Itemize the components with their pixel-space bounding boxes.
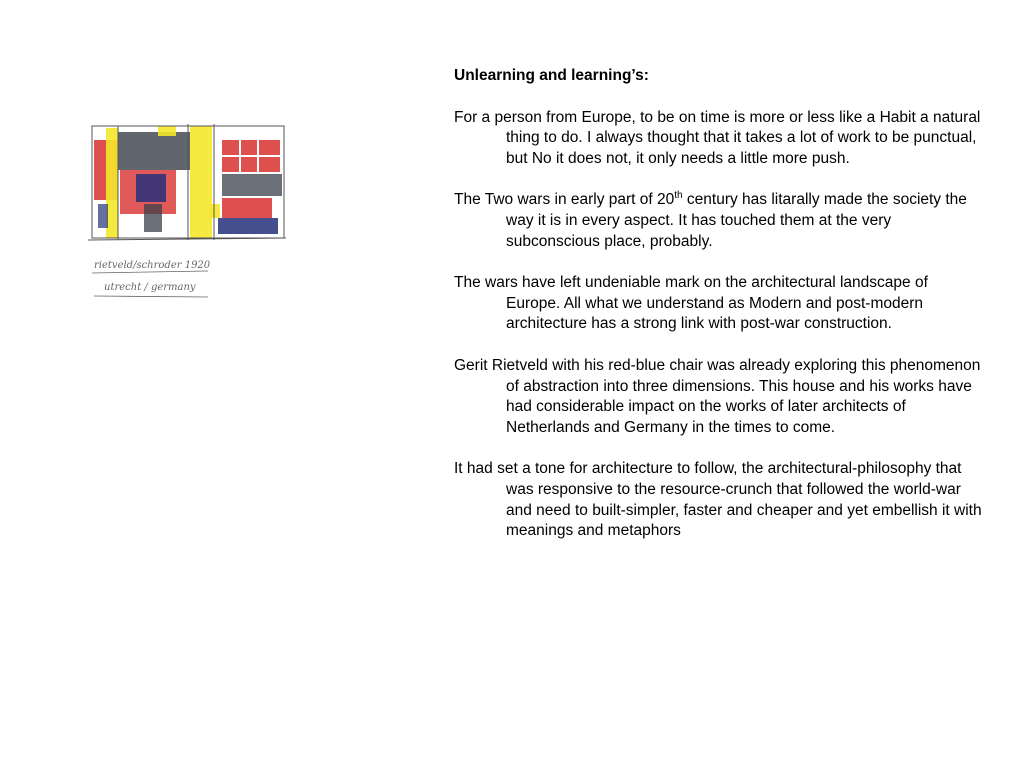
paragraph-rietveld: Gerit Rietveld with his red-blue chair was already exploring this phenomenon of abstraction into three dimensions. This house and his works have had considerable impact on the works of later architects of Netherlands and Germany in the times to come.	[454, 356, 981, 436]
page-heading: Unlearning and learning’s:	[454, 67, 649, 84]
paragraph-tone: It had set a tone for architecture to follow, the architectural-philosophy that was responsive to the resource-crunch that followed the world-war and need to built-simpler, faster and cheaper and yet embellish it with meanings and metaphors	[454, 460, 982, 540]
text-column	[454, 66, 984, 563]
sketch-yellow-accent	[210, 204, 220, 218]
sketch-yellow-pillar	[190, 126, 212, 238]
sketch-red-accent-small	[98, 204, 108, 228]
sketch-handwritten-caption	[92, 260, 211, 297]
paragraph-punctuality: For a person from Europe, to be on time is more or less like a Habit a natural thing to do. I always thought that it takes a lot of work to be punctual, but No it does not, it only needs a little more push.	[454, 108, 981, 167]
paragraph-two-wars-text-before: The Two wars in early part of 20	[454, 191, 675, 209]
rietveld-schroder-house-sketch	[80, 96, 310, 311]
sketch-blue-square	[136, 174, 166, 202]
paragraph-two-wars	[454, 190, 984, 252]
sketch-yellow-top	[158, 126, 176, 136]
paragraph-two-wars-superscript: th	[674, 190, 683, 202]
sketch-dark-band-right	[222, 174, 282, 196]
svg-text:rietveld/schroder 1920: rietveld/schroder 1920	[94, 260, 211, 271]
sketch-drawing	[88, 124, 286, 240]
sketch-dark-window	[144, 204, 162, 232]
sketch-blue-base-right	[218, 218, 278, 234]
paragraph-two-wars-text-after: century has litarally made the society the way it is in every aspect. It has touched them at the very subconscious place, probably.	[506, 191, 967, 250]
paragraph-architectural-landscape: The wars have left undeniable mark on the architectural landscape of Europe. All what we understand as Modern and post-modern architecture has a strong link with post-war construction.	[454, 274, 928, 333]
sketch-dark-block-top	[118, 132, 190, 170]
sketch-red-lower-right	[222, 198, 272, 218]
svg-text:utrecht / germany: utrecht / germany	[104, 282, 196, 293]
